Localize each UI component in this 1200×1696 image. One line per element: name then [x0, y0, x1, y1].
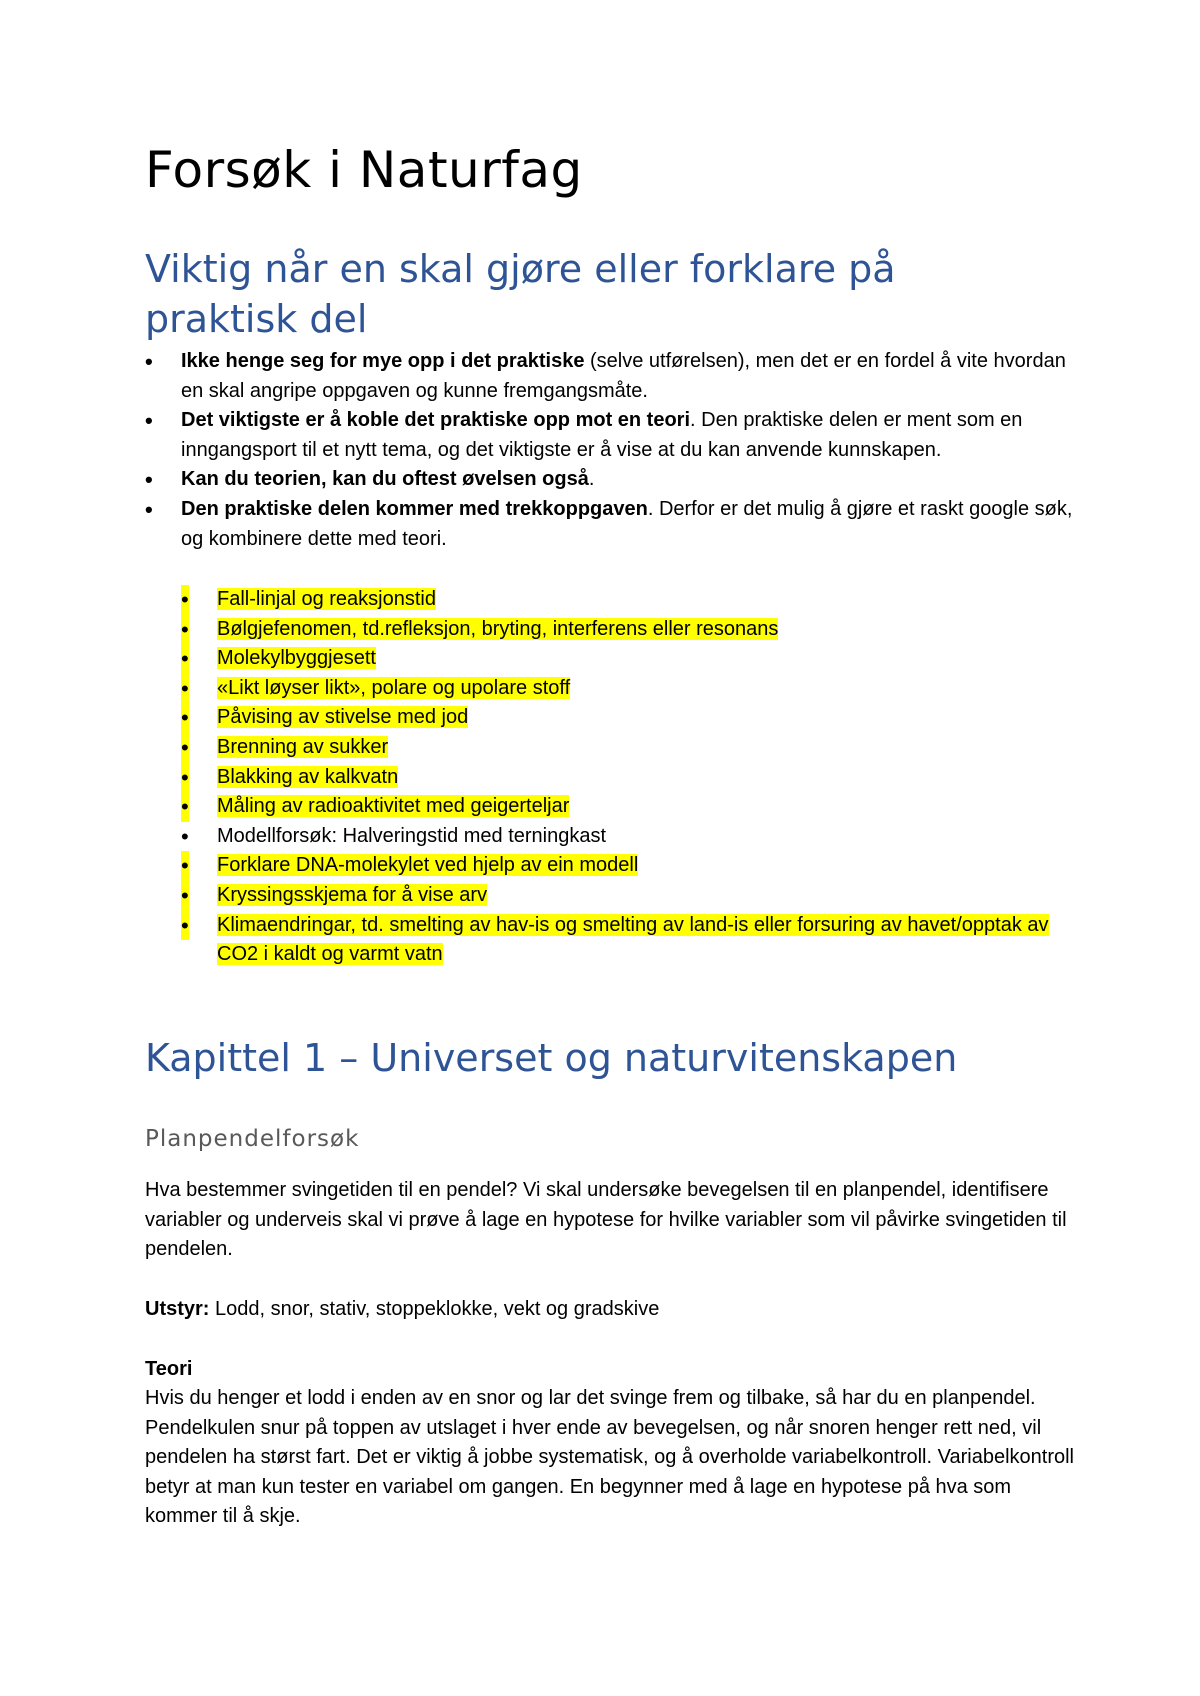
- experiment-text: Blakking av kalkvatn: [217, 765, 399, 788]
- equipment-label: Utstyr:: [145, 1298, 210, 1320]
- list-item: [145, 644, 1075, 674]
- experiment-text: Forklare DNA-molekylet ved hjelp av ein modell: [217, 854, 639, 877]
- bullet-text: . Den praktiske delen er ment som en inngangsport til et nytt tema, og det viktigste er å vise at du kan anvende kunnskapen.: [181, 409, 1023, 461]
- bullet-icon: •: [181, 851, 189, 881]
- bullet-icon: •: [181, 733, 189, 763]
- experiment-text: Måling av radioaktivitet med geigerteljar: [217, 795, 570, 818]
- bullet-bold-text: Ikke henge seg for mye opp i det praktiske: [181, 350, 585, 372]
- intro-paragraph: Hva bestemmer svingetiden til en pendel? Vi skal undersøke bevegelsen til en planpendel, identifisere variabler og underveis skal vi prøve å lage en hypotese for hvilke variabler som vil påvirke svingetiden til pendelen.: [145, 1179, 1067, 1261]
- bullet-text: (selve utførelsen), men det er en fordel å vite hvordan en skal angripe oppgaven og kunne fremgangsmåte.: [181, 350, 1066, 402]
- bullet-bold-text: Den praktiske delen kommer med trekkoppgaven: [181, 497, 648, 520]
- bullet-icon: •: [181, 585, 189, 615]
- list-item: [145, 911, 1075, 970]
- experiment-text: Modellforsøk: Halveringstid med terningkast: [217, 824, 607, 847]
- equipment-line: [145, 1295, 1075, 1325]
- bullet-text: .: [588, 468, 595, 491]
- experiment-text: Påvising av stivelse med jod: [217, 706, 469, 729]
- list-item: [145, 615, 1075, 645]
- experiment-text: Klimaendringar, td. smelting av hav-is og smelting av land-is eller forsuring av havet/opptak av CO2 i kaldt og varmt vatn: [217, 913, 1049, 966]
- bullet-bold-text: Kan du teorien, kan du oftest øvelsen også: [181, 468, 589, 491]
- experiment-list: [145, 585, 1075, 970]
- bullet-icon: •: [181, 792, 189, 822]
- experiment-text: «Likt løyser likt», polare og upolare stoff: [217, 676, 571, 699]
- bullet-icon: •: [181, 615, 189, 645]
- main-bullet-list: [145, 347, 1075, 554]
- experiment-text: Molekylbyggjesett: [217, 647, 376, 670]
- bullet-icon: •: [181, 763, 189, 793]
- list-item: [145, 763, 1075, 793]
- list-item: [145, 881, 1075, 911]
- list-item: [145, 406, 1075, 465]
- bullet-bold-text: Det viktigste er å koble det praktiske opp mot en teori: [181, 409, 691, 432]
- theory-heading: Teori: [145, 1358, 193, 1380]
- experiment-text: Bølgjefenomen, td.refleksjon, bryting, interferens eller resonans: [217, 617, 779, 640]
- bullet-icon: •: [181, 674, 189, 704]
- list-item: [145, 674, 1075, 704]
- experiment-text: Fall-linjal og reaksjonstid: [217, 588, 436, 610]
- bullet-icon: •: [181, 911, 189, 941]
- chapter-heading: Kapittel 1 – Universet og naturvitenskapen: [145, 1036, 958, 1080]
- bullet-icon: •: [181, 823, 189, 849]
- list-item: [145, 703, 1075, 733]
- equipment-text: Lodd, snor, stativ, stoppeklokke, vekt og gradskive: [209, 1298, 660, 1320]
- document-title: Forsøk i Naturfag: [145, 141, 583, 199]
- list-item: [145, 822, 1075, 852]
- list-item: [145, 465, 1075, 495]
- theory-paragraph: Hvis du henger et lodd i enden av en snor og lar det svinge frem og tilbake, så har du en planpendel. Pendelkulen snur på toppen av utslaget i hver ende av bevegelsen, og når snoren henger rett ned, vil pendelen ha størst fart. Det er viktig å jobbe systematisk, og å overholde variabelkontroll. Variabelkontroll betyr at man kun tester en variabel om gangen. En begynner med å lage en hypotese på hva som kommer til å skje.: [145, 1387, 1074, 1528]
- list-item: [145, 733, 1075, 763]
- section-heading: Planpendelforsøk: [145, 1126, 360, 1152]
- bullet-text: . Derfor er det mulig å gjøre et raskt google søk, og kombinere dette med teori.: [181, 497, 1073, 550]
- list-item: [145, 347, 1075, 406]
- bullet-icon: •: [181, 644, 189, 674]
- experiment-text: Kryssingsskjema for å vise arv: [217, 883, 488, 906]
- list-item: [145, 495, 1075, 554]
- list-item: [145, 585, 1075, 615]
- bullet-icon: •: [181, 703, 189, 733]
- list-item: [145, 792, 1075, 822]
- list-item: [145, 851, 1075, 881]
- bullet-icon: •: [181, 881, 189, 911]
- intro-heading: Viktig når en skal gjøre eller forklare på praktisk del: [145, 247, 896, 341]
- experiment-text: Brenning av sukker: [217, 735, 389, 758]
